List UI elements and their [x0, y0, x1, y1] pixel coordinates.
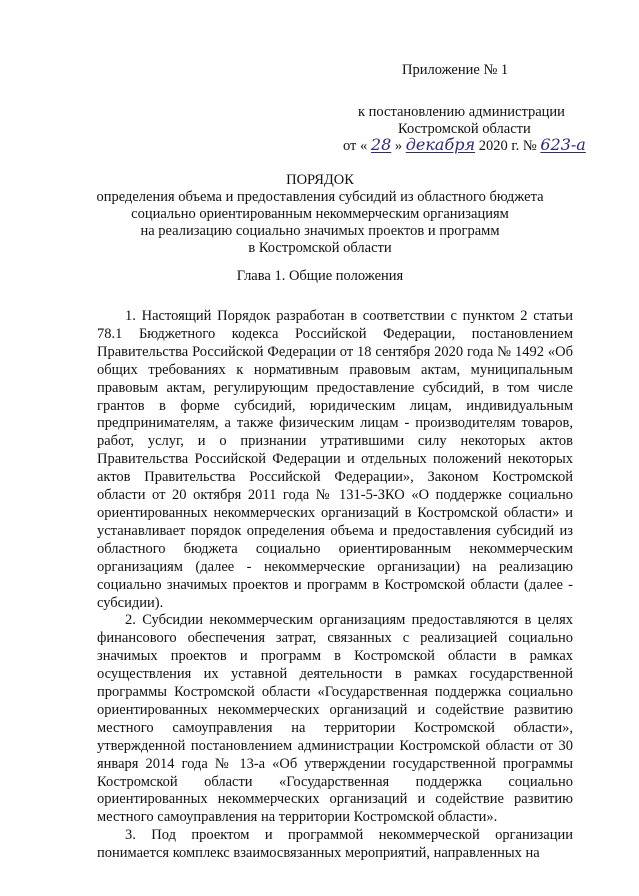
appendix-label: Приложение № 1 [402, 62, 509, 78]
paragraph-3: 3. Под проектом и программой некоммерческой организации понимается комплекс взаимосвязанных мероприятий, направленных на [97, 827, 573, 862]
paragraph-2: 2. Субсидии некоммерческим организациям предоставляются в целях финансового обеспечения затрат, связанных с реализацией социально значимых проектов и программ в Костромской области в рамках осуществления их уставной деятельности в рамках государственной программы Костромской области «Государственная поддержка социально ориентированных некоммерческих организаций и содействие развитию местного самоуправления на территории Костромской области», утвержденной постановлением администрации Костромской области от 30 января 2014 года № 13-а «Об утверждении государственной программы Костромской области «Государственная поддержка социально ориентированных некоммерческих организаций и содействие развитию местного самоуправления на территории Костромской области». [97, 612, 573, 826]
document-title [80, 172, 560, 257]
date-prefix: от « [343, 138, 368, 154]
chapter-heading: Глава 1. Общие положения [236, 268, 404, 284]
handwritten-day: 28 [370, 135, 392, 154]
title-line: на реализацию социально значимых проектов и программ [140, 223, 500, 239]
handwritten-month: декабря [405, 135, 476, 154]
resolution-date-line [343, 136, 586, 155]
date-year: 2020 г. № [478, 138, 537, 154]
date-mid: » [394, 138, 403, 154]
region-label: Костромской области [398, 121, 531, 137]
handwritten-doc-number: 623-а [540, 135, 586, 154]
paragraph-1: 1. Настоящий Порядок разработан в соответствии с пунктом 2 статьи 78.1 Бюджетного кодекса Российской Федерации, постановлением Правительства Российской Федерации от 18 сентября 2020 года № 1492 «Об общих требованиях к нормативным правовым актам, муниципальным правовым актам, регулирующим предоставление субсидий, в том числе грантов в форме субсидий, юридическим лицам, индивидуальным предпринимателям, а также физическим лицам - производителям товаров, работ, услуг, и о признании утратившими силу некоторых актов Правительства Российской Федерации и отдельных положений некоторых актов Правительства Российской Федерации», Законом Костромской области от 20 октября 2011 года № 131-5-ЗКО «О поддержке социально ориентированных некоммерческих организаций в Костромской области» и устанавливает порядок определения объема и предоставления субсидий из областного бюджета социально ориентированным некоммерческим организациям (далее - некоммерческие организации) на реализацию социально значимых проектов и программ в Костромской области (далее - субсидии). [97, 308, 573, 611]
document-body [97, 308, 573, 863]
title-main: ПОРЯДОК [286, 172, 354, 188]
title-line: определения объема и предоставления субсидий из областного бюджета [96, 189, 544, 205]
resolution-label: к постановлению администрации [358, 104, 565, 120]
title-line: в Костромской области [248, 240, 392, 256]
title-line: социально ориентированным некоммерческим организациям [131, 206, 509, 222]
